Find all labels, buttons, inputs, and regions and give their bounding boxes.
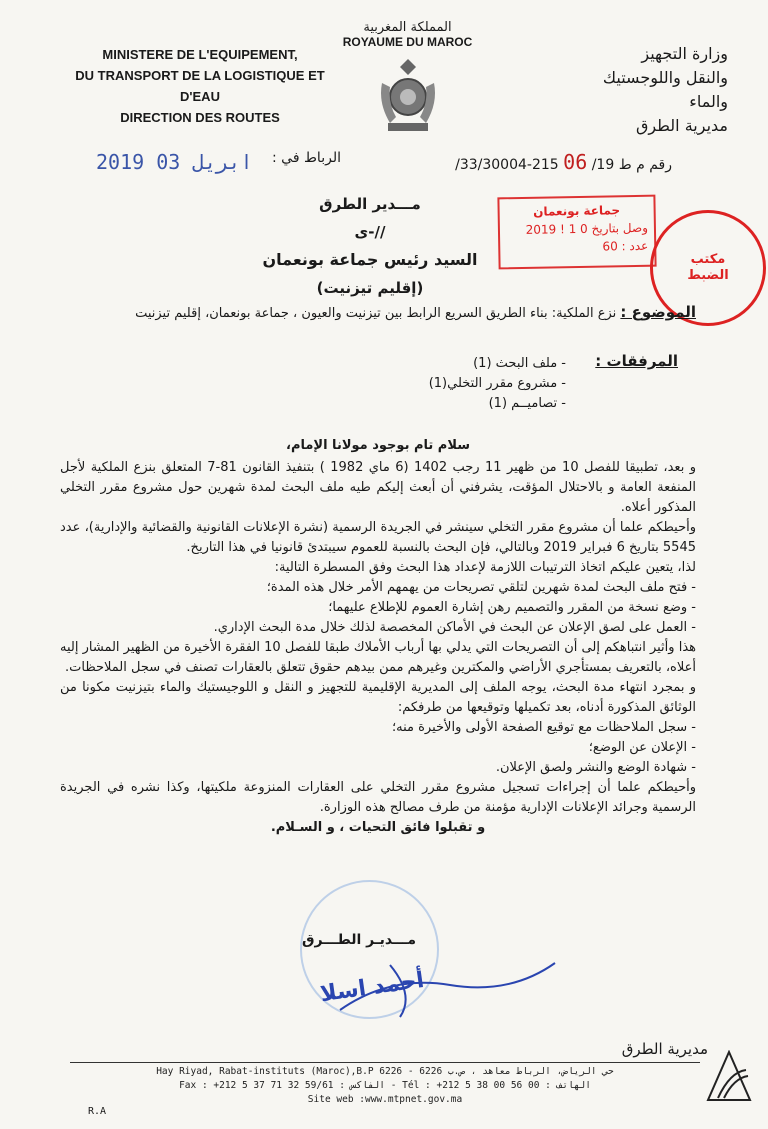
coat-of-arms-icon xyxy=(368,53,448,135)
reference-number: رقم م ط 19/ 06 215-33/30004/ xyxy=(455,150,672,174)
paragraph: وأحيطكم علما أن مشروع مقرر التخلي سينشر في الجريدة الرسمية (نشرة الإعلانات القانونية والقضائية والإدارية)، عدد 5545 بتاريخ 6 فبراير 2019 وبالتالي، فإن البحث بالنسبة للعموم سيبتدئ قانونيا في هذا التاريخ. xyxy=(60,520,696,555)
ministry-line: مديرية الطرق xyxy=(635,116,728,135)
list-item: - العمل على لصق الإعلان عن البحث في الأماكن المخصصة لذلك خلال مدة البحث الإداري. xyxy=(213,620,696,635)
kingdom-ar: المملكة المغربية xyxy=(363,20,452,35)
attachments-list xyxy=(429,354,566,414)
date-handwritten: 2019 ابريل 03 xyxy=(96,150,253,174)
ministry-line: MINISTERE DE L'EQUIPEMENT, xyxy=(102,47,298,62)
paragraph: وأحيطكم علما أن إجراءات تسجيل مشروع مقرر التخلي على العقارات المنزوعة ملكيتها، وكذا نشره في الجريدة الرسمية وجرائد الإعلانات الإدارية مؤمنة من طرف مصالح هذه الوزارة. xyxy=(60,780,696,815)
letter-body xyxy=(60,436,696,838)
paragraph: و بمجرد انتهاء مدة البحث، يوجه الملف إلى المديرية الإقليمية للتجهيز و النقل و اللوجيستيك والماء بتيزنيت مكونا من الوثائق المذكورة أدناه، بعد تكميلها وتوقيعها من طرفكم: xyxy=(60,680,696,715)
ministry-line: DIRECTION DES ROUTES xyxy=(120,110,280,125)
footer-website: Site web :www.mtpnet.gov.ma xyxy=(307,1094,463,1105)
footer-divider xyxy=(70,1062,700,1063)
list-item: - الإعلان عن الوضع؛ xyxy=(588,740,696,755)
list-item: - تصاميــم (1) xyxy=(488,396,566,411)
roads-logo-icon xyxy=(706,1050,752,1108)
footer-address: Hay Riyad, Rabat-instituts (Maroc),B.P 6226 - 6226 حي الرياض، الرباط معاهد ، ص.ب xyxy=(156,1066,614,1077)
place-label: الرباط في : xyxy=(272,150,341,166)
subject-label: الموضوع : xyxy=(620,303,696,321)
province: (إقليم تيزنيت) xyxy=(316,279,424,297)
kingdom-header xyxy=(320,20,495,139)
attachments-label: المرفقات : xyxy=(595,352,678,370)
signature-stroke-icon xyxy=(330,955,560,1025)
greeting: سلام تام بوجود مولانا الإمام، xyxy=(286,438,470,453)
ministry-line: والنقل واللوجستيك xyxy=(602,68,728,87)
initials: R.A xyxy=(88,1106,107,1117)
list-item: - مشروع مقرر التخلي(1) xyxy=(428,376,566,391)
subject-text: نزع الملكية: بناء الطريق السريع الرابط بين تيزنيت والعيون ، جماعة بونعمان، إقليم تيزنيت xyxy=(135,306,617,321)
kingdom-fr: ROYAUME DU MAROC xyxy=(342,35,473,49)
list-item: - شهادة الوضع والنشر ولصق الإعلان. xyxy=(495,760,696,775)
office-stamp: مكتب الضبط xyxy=(650,210,766,326)
recipient: السيد رئيس جماعة بونعمان xyxy=(262,250,478,269)
list-item: - فتح ملف البحث لمدة شهرين لتلقي تصريحات من يهمهم الأمر خلال هذه المدة؛ xyxy=(266,580,696,595)
reception-stamp: جماعة بونعمان وصل بتاريخ 0 1 ! 2019 عدد : 60 xyxy=(497,195,656,270)
to-marker: //-ى xyxy=(354,223,386,241)
ministry-header-fr xyxy=(70,44,330,128)
subject xyxy=(60,302,696,324)
paragraph: و بعد، تطبيقا للفصل 10 من ظهير 11 رجب 1402 (6 ماي 1982 ) بتنفيذ القانون 81-7 المتعلق بنزع الملكية لأجل المنفعة العامة و بالاحتلال المؤقت، يشرفني أن أبعث إليكم طيه ملف البحث لمدة شهرين حول مشروع مقرر التخلي المذكور أعلاه. xyxy=(60,460,697,515)
address-block xyxy=(260,190,480,302)
signature-title: مـــديـر الطـــرق xyxy=(302,932,417,948)
paragraph: لذا، يتعين عليكم اتخاذ الترتيبات اللازمة لإعداد هذا البحث وفق المسطرة التالية: xyxy=(274,560,696,575)
paragraph: هذا وأثير انتباهكم إلى أن التصريحات التي يدلي بها أرباب الأملاك طبقا للفصل 10 الفقرة الأخيرة من الظهير المشار إليه أعلاه، بالتعريف بمستأجري الأراضي والمكترين وغيرهم ممن بيدهم حقوق تتعلق بالعقارات تصنف في سجل الملاحظات. xyxy=(60,640,696,675)
list-item: - سجل الملاحظات مع توقيع الصفحة الأولى والأخيرة منه؛ xyxy=(391,720,696,735)
list-item: - ملف البحث (1) xyxy=(473,356,566,371)
ministry-line: وزارة التجهيز xyxy=(641,44,728,63)
closing: و تقبلوا فائق التحيات ، و السـلام. xyxy=(270,820,486,835)
ministry-line: DU TRANSPORT DE LA LOGISTIQUE ET xyxy=(75,68,325,83)
footer-contact: Fax : +212 5 37 71 32 59/61 : الفاكس - Tél : +212 5 38 00 56 00 : الهاتف xyxy=(179,1080,591,1091)
ministry-header-ar xyxy=(528,42,728,138)
list-item: - وضع نسخة من المقرر والتصميم رهن إشارة العموم للإطلاع عليهما؛ xyxy=(328,600,696,615)
ref-handwritten: 06 xyxy=(563,150,588,174)
ministry-line: D'EAU xyxy=(180,89,220,104)
sender: مـــدير الطرق xyxy=(319,195,421,213)
signature: أحمد اسلا xyxy=(318,967,426,1008)
ministry-line: والماء xyxy=(689,92,728,111)
footer-dept: مديرية الطرق xyxy=(621,1040,708,1058)
